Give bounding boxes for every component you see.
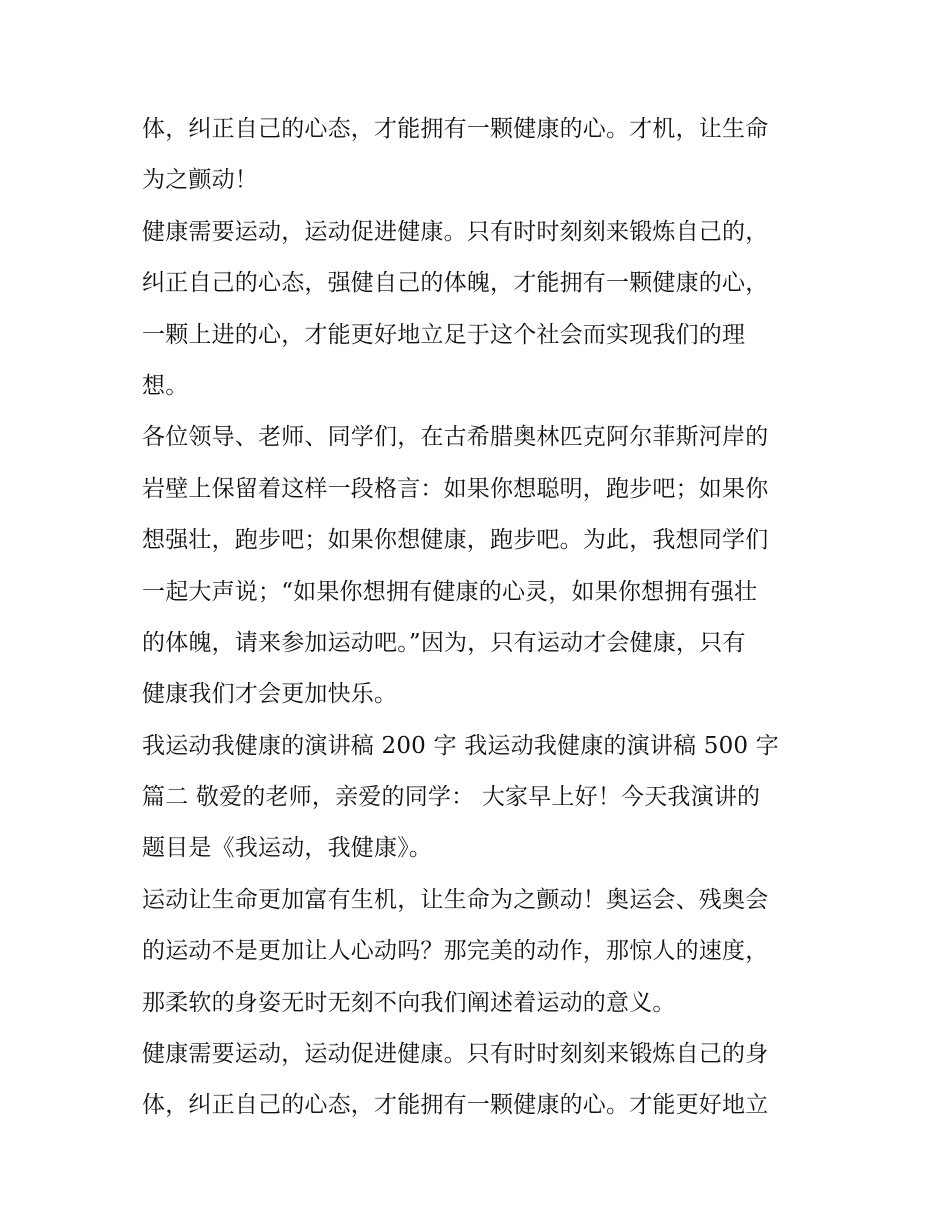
text-line: 我运动我健康的演讲稿 200 字 我运动我健康的演讲稿 500 字	[142, 732, 779, 759]
text-line: 健康我们才会更加快乐。	[142, 681, 398, 708]
text-line: 岩壁上保留着这样一段格言：如果你想聪明，跑步吧；如果你	[142, 475, 769, 502]
text-line: 的运动不是更加让人心动吗？那完美的动作，那惊人的速度，	[142, 938, 769, 965]
text-line: 题目是《我运动，我健康》。	[142, 835, 433, 862]
text-line: 那柔软的身姿无时无刻不向我们阐述着运动的意义。	[142, 989, 676, 1016]
text-line: 运动让生命更加富有生机，让生命为之颤动！奥运会、残奥会	[142, 886, 769, 913]
text-line: 体，纠正自己的心态，才能拥有一颗健康的心。才机，让生命	[142, 116, 769, 142]
text-line: 想强壮，跑步吧；如果你想健康，跑步吧。为此，我想同学们	[142, 527, 769, 554]
document-body	[142, 104, 814, 1132]
text-line: 为之颤动！	[142, 167, 258, 194]
text-line: 健康需要运动，运动促进健康。只有时时刻刻来锻炼自己的身	[142, 1041, 769, 1068]
text-line: 健康需要运动，运动促进健康。只有时时刻刻来锻炼自己的，	[142, 218, 769, 245]
text-line: 篇二 敬爱的老师，亲爱的同学： 大家早上好！今天我演讲的	[142, 784, 761, 811]
text-line: 一颗上进的心，才能更好地立足于这个社会而实现我们的理	[142, 321, 746, 348]
text-line: 各位领导、老师、同学们，在古希腊奥林匹克阿尔菲斯河岸的	[142, 424, 769, 451]
text-line: 纠正自己的心态，强健自己的体魄，才能拥有一颗健康的心，	[142, 270, 769, 297]
text-line: 体，纠正自己的心态，才能拥有一颗健康的心。才能更好地立	[142, 1092, 769, 1119]
text-line: 想。	[142, 372, 189, 399]
text-line: 一起大声说；“如果你想拥有健康的心灵，如果你想拥有强壮	[142, 578, 758, 605]
text-line: 的体魄，请来参加运动吧。”因为，只有运动才会健康，只有	[142, 629, 746, 656]
